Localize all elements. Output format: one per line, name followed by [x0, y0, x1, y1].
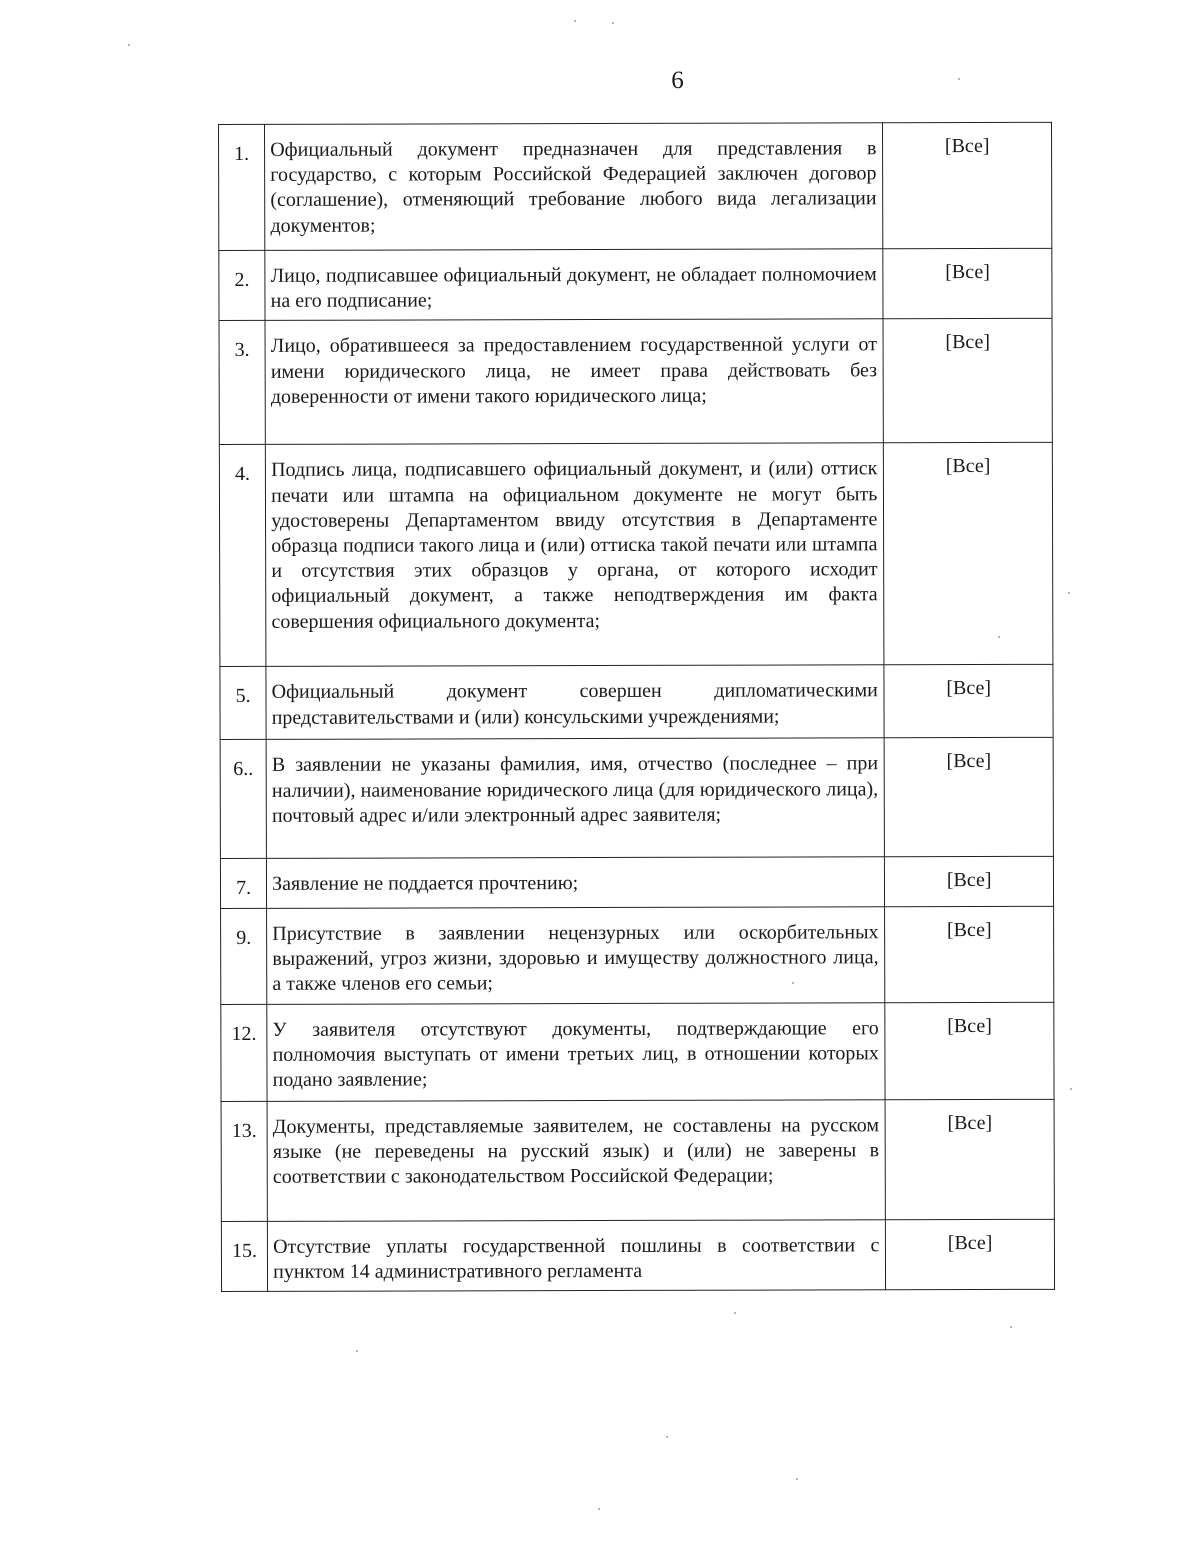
row-text: Лицо, подписавшее официальный документ, не обладает полномочием на его подписание; [265, 249, 883, 321]
refusal-grounds-table [218, 122, 1055, 1292]
row-text: Заявление не поддается прочтению; [267, 857, 885, 908]
row-text: Присутствие в заявлении нецензурных или оскорбительных выражений, угроз жизни, здоровью и имуществу должностного лица, а также членов его семьи; [267, 906, 885, 1004]
row-text: У заявителя отсутствуют документы, подтверждающие его полномочия выступать от имени третьих лиц, в отношении которых подано заявление; [267, 1002, 885, 1101]
table-row [219, 122, 1052, 250]
scan-speck [958, 78, 960, 80]
table-row [220, 857, 1053, 908]
scan-speck [792, 982, 794, 984]
row-scope: [Все] [885, 1099, 1054, 1219]
table-row [221, 1219, 1054, 1292]
scan-speck [734, 1312, 736, 1314]
row-scope: [Все] [884, 443, 1053, 665]
row-scope: [Все] [883, 319, 1052, 443]
row-text: Отсутствие уплаты государственной пошлины в соответствии с пунктом 14 административного регламента [268, 1219, 886, 1291]
scan-speck [612, 22, 614, 24]
row-scope: [Все] [885, 906, 1054, 1002]
row-text: Официальный документ совершен дипломатическими представительствами и (или) консульскими учреждениями; [266, 665, 884, 740]
scan-speck [574, 20, 576, 22]
row-scope: [Все] [884, 738, 1053, 857]
row-scope: [Все] [883, 122, 1052, 248]
page-number: 6 [671, 67, 684, 94]
row-scope: [Все] [886, 1219, 1055, 1290]
table-row [220, 738, 1053, 859]
row-text: Документы, представляемые заявителем, не составлены на русском языке (не переведены на русский язык) и (или) не заверены в соответствии с законодательством Российской Федерации; [267, 1099, 886, 1221]
table-row [219, 248, 1052, 321]
row-number: 1. [219, 124, 265, 250]
table-row [221, 906, 1054, 1004]
row-number: 3. [219, 321, 265, 445]
row-scope: [Все] [883, 248, 1052, 319]
row-scope: [Все] [885, 1002, 1054, 1099]
row-scope: [Все] [884, 665, 1053, 738]
scan-speck [998, 636, 1000, 638]
row-text: Подпись лица, подписавшего официальный документ, и (или) оттиск печати или штампа на официальном документе не могут быть удостоверены Департаментом ввиду отсутствия в Департаменте образца подписи такого лица и (или) оттиска такой печати или штампа и отсутствия этих образцов у органа, от которого исходит официальный документ, а также неподтверждения им факта совершения официального документа; [265, 443, 884, 667]
scan-speck [598, 1508, 600, 1510]
table-row [219, 443, 1053, 667]
row-scope: [Все] [885, 857, 1054, 907]
table-row [220, 665, 1053, 740]
row-number: 7. [220, 859, 266, 908]
scan-speck [1068, 592, 1070, 594]
scan-speck [128, 44, 130, 46]
row-number: 12. [221, 1004, 267, 1101]
row-text: В заявлении не указаны фамилия, имя, отчество (последнее – при наличии), наименование юридического лица (для юридического лица), почтовый адрес и/или электронный адрес заявителя; [266, 738, 885, 859]
scan-speck [666, 1436, 668, 1438]
row-number: 4. [219, 445, 266, 667]
row-number: 9. [221, 908, 267, 1004]
row-number: 15. [221, 1221, 267, 1292]
row-text: Официальный документ предназначен для представления в государство, с которым Российской Федерацией заключен договор (соглашение), отменяющий требование любого вида легализации документов; [265, 123, 884, 251]
row-text: Лицо, обратившееся за предоставлением государственной услуги от имени юридического лица, не имеет права действовать без доверенности от имени такого юридического лица; [265, 319, 884, 445]
table-row [219, 319, 1052, 445]
row-number: 13. [221, 1101, 267, 1221]
scan-speck [1010, 1326, 1012, 1328]
table-row [221, 1099, 1054, 1221]
row-number: 2. [219, 250, 265, 321]
scan-speck [356, 1350, 358, 1352]
scan-speck [796, 1478, 798, 1480]
row-number: 6.. [220, 740, 266, 859]
row-number: 5. [220, 667, 266, 740]
scan-speck [1070, 1088, 1072, 1090]
table-row [221, 1002, 1054, 1101]
